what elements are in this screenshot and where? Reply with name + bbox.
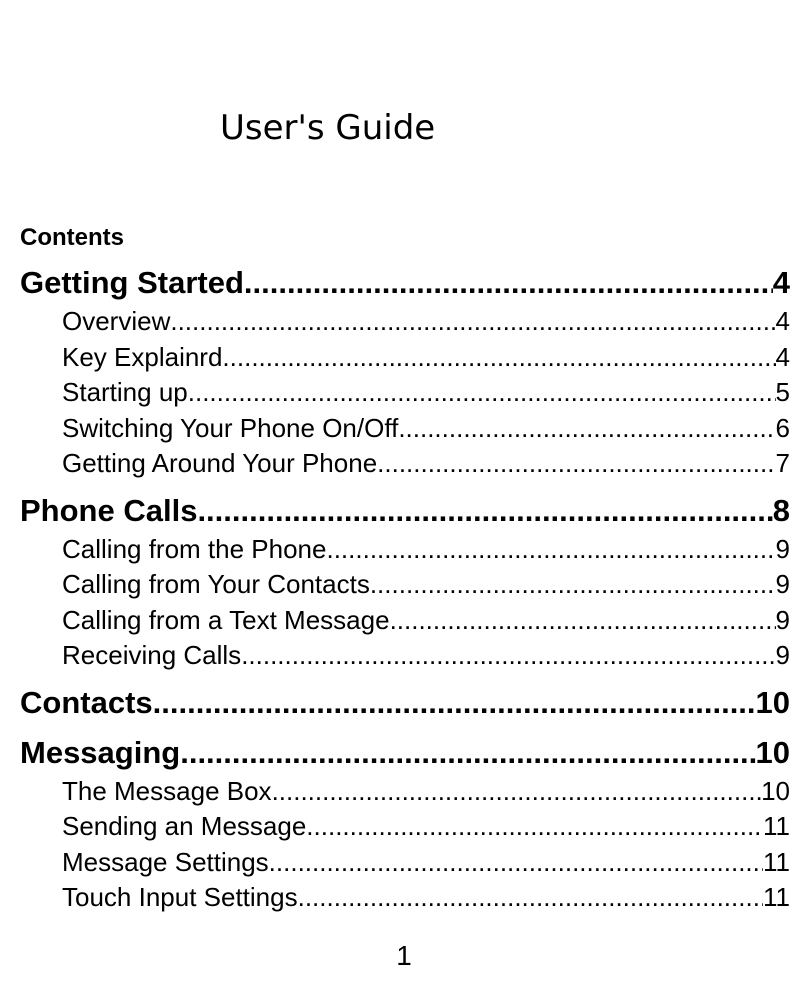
toc-entry-page: 11 — [763, 811, 790, 841]
toc-entry-page: 5 — [775, 377, 790, 407]
toc-entry-page: 9 — [775, 640, 790, 670]
toc-entry-label: Phone Calls — [20, 492, 198, 528]
toc-entry-page: 9 — [775, 533, 790, 564]
toc-leader-dots — [390, 603, 776, 639]
toc-entry-label: The Message Box — [62, 775, 272, 806]
toc-entry-messaging[interactable] — [20, 732, 790, 774]
toc-entry-page: 10 — [761, 775, 790, 806]
toc-entry-message-settings[interactable] — [20, 845, 790, 881]
toc-leader-dots — [306, 809, 763, 845]
toc-entry-switching-phone-on-off[interactable] — [20, 411, 790, 447]
toc-leader-dots — [269, 845, 763, 881]
toc-entry-page: 11 — [763, 846, 790, 877]
toc-section-getting-started — [20, 262, 790, 482]
toc-entry-label: Switching Your Phone On/Off — [62, 412, 399, 443]
toc-entry-calling-from-phone[interactable] — [20, 532, 790, 568]
toc-entry-receiving-calls[interactable] — [20, 638, 790, 674]
toc-entry-contacts[interactable] — [20, 682, 790, 724]
toc-leader-dots — [244, 262, 773, 304]
toc-leader-dots — [180, 732, 755, 774]
toc-entry-phone-calls[interactable] — [20, 490, 790, 532]
toc-leader-dots — [153, 682, 756, 724]
toc-entry-label: Sending an Message — [62, 811, 307, 841]
toc-entry-page: 4 — [772, 265, 790, 300]
toc-leader-dots — [222, 340, 775, 376]
toc-entry-touch-input-settings[interactable] — [20, 880, 790, 916]
toc-entry-page: 6 — [775, 412, 790, 443]
toc-entry-label: Getting Started — [20, 265, 244, 300]
toc-entry-page: 10 — [755, 734, 790, 770]
toc-entry-sending-message[interactable] — [20, 809, 790, 845]
toc-entry-starting-up[interactable] — [20, 375, 790, 411]
toc-entry-page: 4 — [775, 341, 790, 372]
toc-leader-dots — [272, 774, 762, 810]
toc-entry-label: Contacts — [20, 684, 153, 720]
toc-entry-label: Getting Around Your Phone — [62, 448, 378, 478]
toc-entry-label: Overview — [62, 306, 171, 336]
toc-entry-label: Receiving Calls — [62, 640, 242, 670]
toc-entry-label: Calling from Your Contacts — [62, 569, 370, 599]
toc-leader-dots — [398, 411, 775, 447]
toc-entry-getting-around-phone[interactable] — [20, 446, 790, 482]
toc-entry-page: 10 — [755, 684, 790, 720]
toc-leader-dots — [370, 567, 776, 603]
toc-entry-page: 9 — [775, 569, 790, 599]
toc-leader-dots — [170, 304, 775, 340]
toc-entry-label: Messaging — [20, 734, 181, 770]
toc-entry-getting-started[interactable] — [20, 262, 790, 304]
toc-entry-overview[interactable] — [20, 304, 790, 340]
toc-leader-dots — [377, 446, 775, 482]
toc-entry-label: Key Explainrd — [62, 341, 223, 372]
page-number: 1 — [396, 940, 412, 971]
toc-entry-page: 7 — [775, 448, 790, 478]
table-of-contents — [20, 262, 790, 916]
toc-entry-calling-from-contacts[interactable] — [20, 567, 790, 603]
toc-leader-dots — [197, 490, 772, 532]
toc-leader-dots — [188, 375, 776, 411]
contents-heading: Contents — [20, 224, 124, 251]
toc-entry-message-box[interactable] — [20, 774, 790, 810]
toc-section-messaging — [20, 732, 790, 916]
toc-entry-label: Starting up — [62, 377, 188, 407]
toc-section-phone-calls — [20, 490, 790, 674]
toc-entry-label: Calling from a Text Message — [62, 604, 390, 635]
toc-entry-calling-from-text-message[interactable] — [20, 603, 790, 639]
toc-entry-label: Message Settings — [62, 846, 269, 877]
toc-entry-page: 9 — [775, 604, 790, 635]
toc-entry-label: Touch Input Settings — [62, 882, 298, 912]
toc-leader-dots — [298, 880, 763, 916]
toc-entry-page: 8 — [772, 492, 790, 528]
toc-entry-page: 11 — [763, 882, 790, 912]
toc-leader-dots — [241, 638, 775, 674]
toc-entry-label: Calling from the Phone — [62, 533, 327, 564]
toc-leader-dots — [326, 532, 775, 568]
document-title: User's Guide — [220, 108, 436, 148]
toc-entry-key-explainrd[interactable] — [20, 340, 790, 376]
toc-entry-page: 4 — [775, 306, 790, 336]
toc-section-contacts — [20, 682, 790, 724]
